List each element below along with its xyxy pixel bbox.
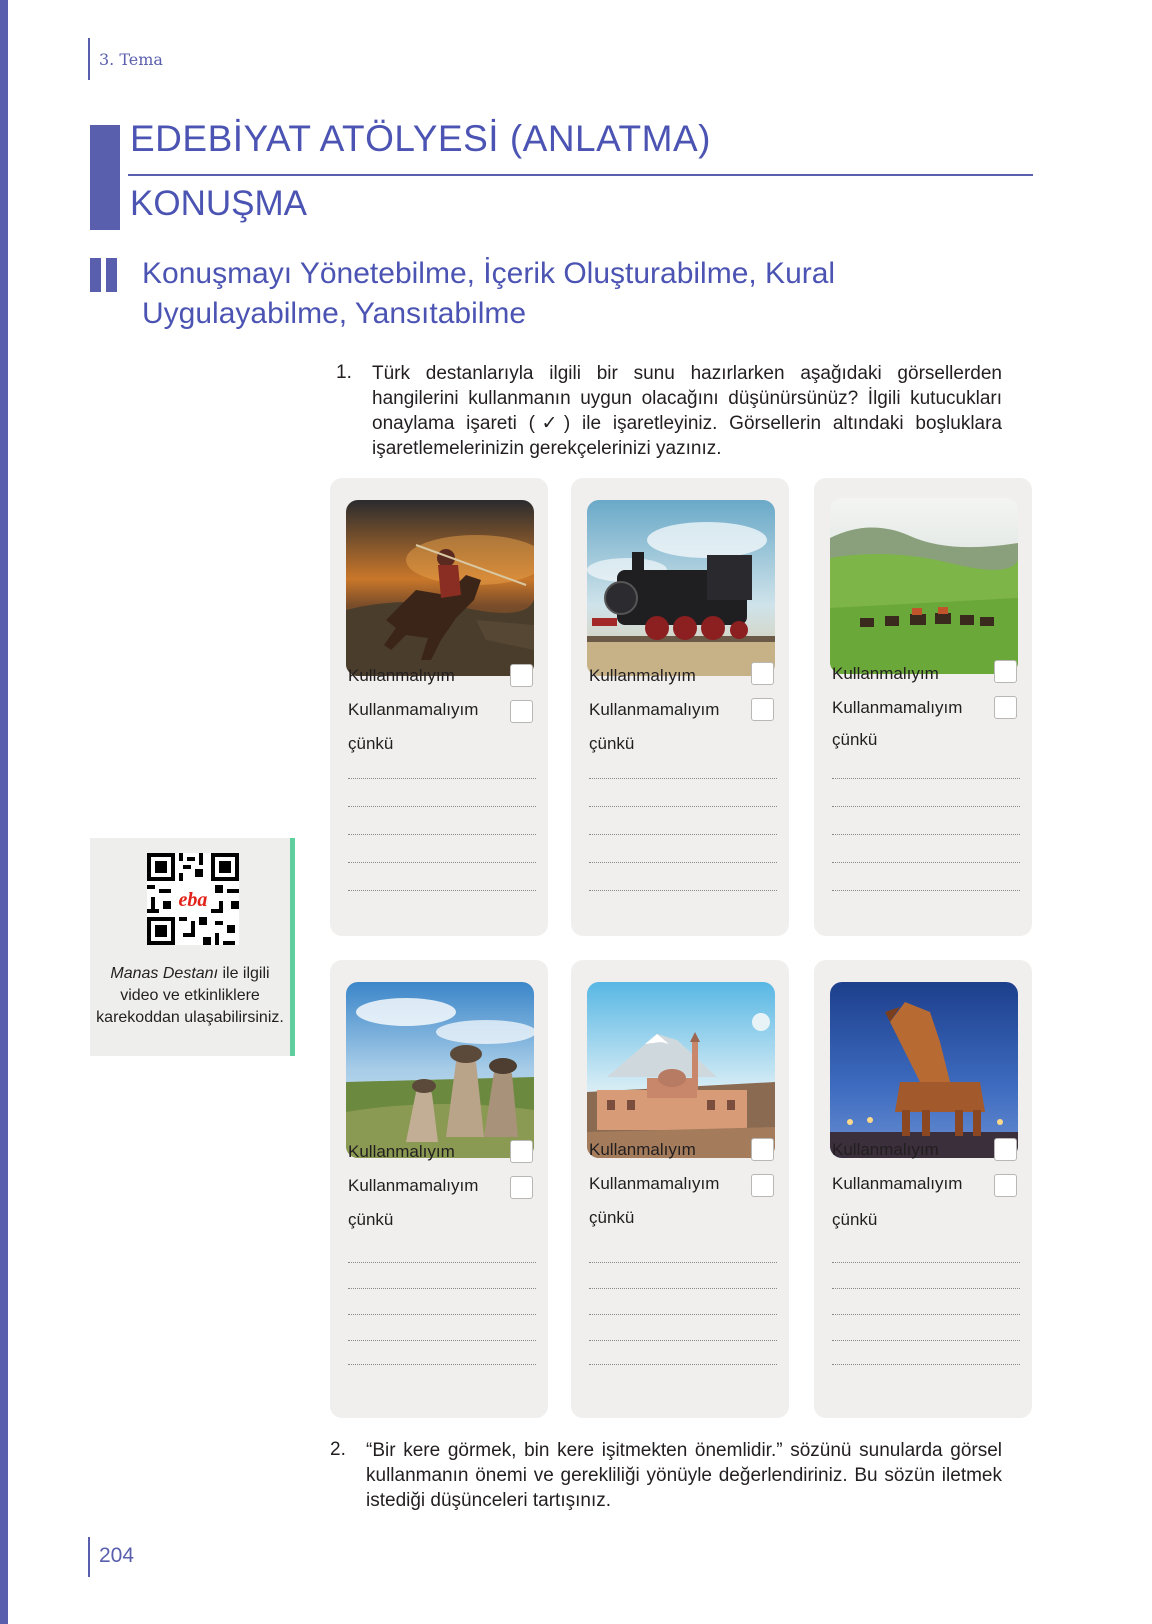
answer-line[interactable] <box>589 834 777 835</box>
header-divider <box>88 38 90 80</box>
image-card <box>814 478 1032 936</box>
horseman-archer-photo <box>346 500 534 676</box>
answer-line[interactable] <box>832 890 1020 891</box>
answer-line[interactable] <box>348 1340 536 1341</box>
answer-line[interactable] <box>348 1288 536 1289</box>
answer-line[interactable] <box>348 778 536 779</box>
use-label: Kullanmalıyım <box>832 664 939 683</box>
dont-use-checkbox[interactable] <box>510 1176 533 1199</box>
question-number: 1. <box>336 362 352 383</box>
image-card <box>330 960 548 1418</box>
question-text: “Bir kere görmek, bin kere işitmekten önemlidir.” sözünü sunularda görsel kullanmanın önemi ve gerekliliği yönüyle değerlendiriniz. Bu sözün iletmek istediği düşünceleri tartışınız. <box>366 1440 1002 1511</box>
title-underline <box>128 174 1033 176</box>
dont-use-checkbox[interactable] <box>994 1174 1017 1197</box>
qr-code-icon[interactable] <box>147 853 239 945</box>
answer-line[interactable] <box>348 834 536 835</box>
answer-line[interactable] <box>832 834 1020 835</box>
use-label: Kullanmalıyım <box>832 1140 939 1159</box>
answer-line[interactable] <box>589 778 777 779</box>
fairy-chimneys-photo <box>346 982 534 1158</box>
section-marker-bar <box>106 258 117 292</box>
because-label: çünkü <box>348 1210 394 1229</box>
ishak-pasha-palace-photo <box>587 982 775 1158</box>
answer-line[interactable] <box>348 862 536 863</box>
question-text: Türk destanlarıyla ilgili bir sunu hazırlarken aşağıdaki görsellerden hangilerini kullanmanın uygun olacağını düşünürsünüz? İlgili kutucukları onaylama işareti (✓) ile işaretleyiniz. Görsellerin altındaki boşluklara işaretlemelerinizin gerekçelerinizi yazınız. <box>372 363 1002 459</box>
answer-line[interactable] <box>832 862 1020 863</box>
image-card <box>330 478 548 936</box>
because-label: çünkü <box>832 1210 878 1229</box>
qr-caption <box>95 963 285 1029</box>
page-title: EDEBİYAT ATÖLYESİ (ANLATMA) <box>130 118 711 159</box>
page-subtitle: KONUŞMA <box>130 184 307 223</box>
because-label: çünkü <box>832 730 878 749</box>
dont-use-label: Kullanmamalıyım <box>589 1174 720 1193</box>
section-heading: Konuşmayı Yönetebilme, İçerik Oluşturabilme, Kural Uygulayabilme, Yansıtabilme <box>142 257 836 330</box>
answer-line[interactable] <box>348 1314 536 1315</box>
dont-use-checkbox[interactable] <box>994 696 1017 719</box>
use-checkbox[interactable] <box>994 1138 1017 1161</box>
dont-use-label: Kullanmamalıyım <box>589 700 720 719</box>
use-checkbox[interactable] <box>510 664 533 687</box>
because-label: çünkü <box>348 734 394 753</box>
answer-line[interactable] <box>832 1288 1020 1289</box>
eba-logo: eba <box>178 889 208 912</box>
answer-line[interactable] <box>832 806 1020 807</box>
answer-line[interactable] <box>589 1288 777 1289</box>
dont-use-checkbox[interactable] <box>510 700 533 723</box>
answer-line[interactable] <box>832 1364 1020 1365</box>
use-checkbox[interactable] <box>751 1138 774 1161</box>
answer-line[interactable] <box>589 1340 777 1341</box>
trojan-horse-photo <box>830 982 1018 1158</box>
dont-use-label: Kullanmamalıyım <box>348 700 479 719</box>
dont-use-checkbox[interactable] <box>751 1174 774 1197</box>
answer-line[interactable] <box>832 778 1020 779</box>
image-card <box>571 960 789 1418</box>
steppe-caravan-photo <box>830 498 1018 674</box>
use-label: Kullanmalıyım <box>348 1142 455 1161</box>
image-card <box>571 478 789 936</box>
use-checkbox[interactable] <box>751 662 774 685</box>
answer-line[interactable] <box>832 1314 1020 1315</box>
answer-line[interactable] <box>589 1314 777 1315</box>
answer-line[interactable] <box>348 1262 536 1263</box>
dont-use-label: Kullanmamalıyım <box>832 698 963 717</box>
use-label: Kullanmalıyım <box>348 666 455 685</box>
use-checkbox[interactable] <box>994 660 1017 683</box>
answer-line[interactable] <box>832 1262 1020 1263</box>
footer-divider <box>88 1537 90 1577</box>
answer-line[interactable] <box>348 806 536 807</box>
use-label: Kullanmalıyım <box>589 666 696 685</box>
dont-use-label: Kullanmamalıyım <box>832 1174 963 1193</box>
qr-caption-text: ile ilgili video ve etkinliklere karekoddan ulaşabilirsiniz. <box>96 965 284 1026</box>
qr-caption-title: Manas Destanı <box>110 965 219 982</box>
answer-line[interactable] <box>589 890 777 891</box>
steam-locomotive-photo <box>587 500 775 676</box>
qr-sidebar-stripe <box>290 838 295 1056</box>
question-number: 2. <box>330 1439 346 1460</box>
answer-line[interactable] <box>589 806 777 807</box>
page-number: 204 <box>99 1544 135 1567</box>
left-margin-bar <box>0 0 8 1624</box>
answer-line[interactable] <box>589 1262 777 1263</box>
answer-line[interactable] <box>589 862 777 863</box>
image-card <box>814 960 1032 1418</box>
theme-label: 3. Tema <box>99 50 163 69</box>
answer-line[interactable] <box>589 1364 777 1365</box>
because-label: çünkü <box>589 734 635 753</box>
answer-line[interactable] <box>348 890 536 891</box>
section-marker-bar <box>90 258 101 292</box>
use-checkbox[interactable] <box>510 1140 533 1163</box>
because-label: çünkü <box>589 1208 635 1227</box>
use-label: Kullanmalıyım <box>589 1140 696 1159</box>
dont-use-label: Kullanmamalıyım <box>348 1176 479 1195</box>
answer-line[interactable] <box>348 1364 536 1365</box>
answer-line[interactable] <box>832 1340 1020 1341</box>
title-accent-block <box>90 125 120 230</box>
dont-use-checkbox[interactable] <box>751 698 774 721</box>
